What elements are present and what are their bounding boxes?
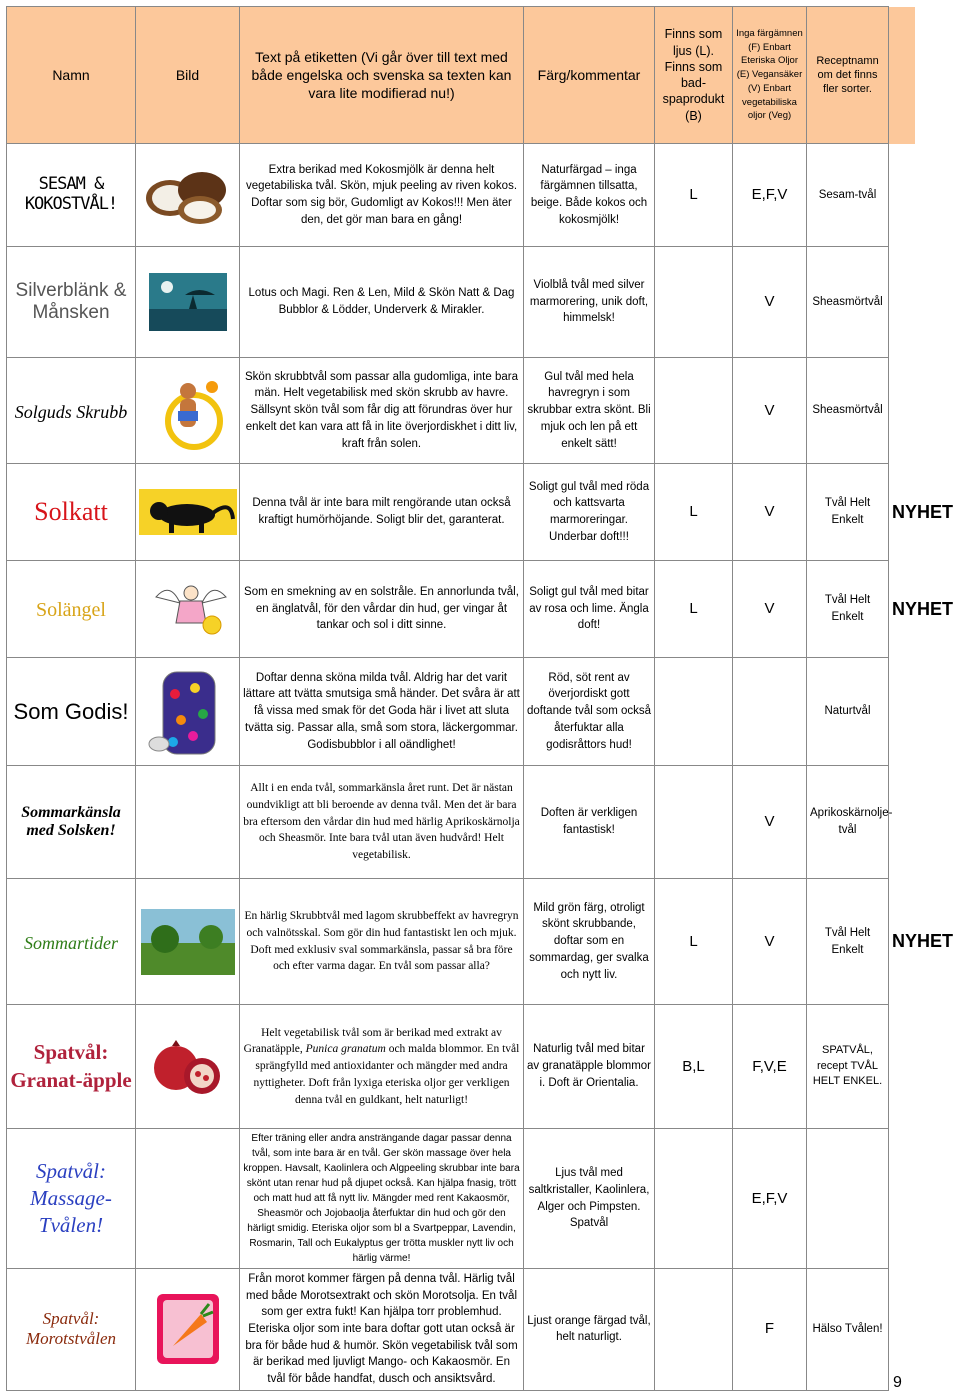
product-text: Allt i en enda tvål, sommarkänsla året runt. Det är nästan oundvikligt att bli beroende av denna tvål. Men det är bara bra eftersom den vårdar din hud med härlig Aprikoskärnolja och Sheasmör. Inte bara tvål utan även hudvård! Helt vegetabilisk. (240, 766, 524, 879)
carrot-image (155, 1292, 221, 1366)
product-extra (889, 247, 915, 358)
product-extra: NYHET (889, 561, 915, 658)
product-color: Gul tvål med hela havregryn i som skrubbar extra skönt. Bli mjuk och len på ett enkelt sätt! (524, 358, 655, 464)
product-recipe: Tvål Helt Enkelt (807, 464, 889, 561)
product-name: Spatvål: Granat-äpple (7, 1005, 136, 1129)
product-extra (889, 1269, 915, 1391)
product-ljus (655, 247, 733, 358)
product-name: Sommartider (7, 879, 136, 1005)
product-extra: NYHET (889, 464, 915, 561)
product-extra (889, 658, 915, 766)
product-ljus (655, 1129, 733, 1269)
product-color: Naturfärgad – inga färgämnen tillsatta, beige. Både kokos och kokosmjölk! (524, 144, 655, 247)
latin-name: Punica granatum (305, 1043, 386, 1056)
product-codes: F (733, 1269, 807, 1391)
product-recipe: Hälso Tvålen! (807, 1269, 889, 1391)
product-image (136, 358, 240, 464)
product-name: Spatvål: Morotstvålen (7, 1269, 136, 1391)
product-name: Som Godis! (7, 658, 136, 766)
product-text: Extra berikad med Kokosmjölk är denna helt vegetabiliska tvål. Skön, mjuk peeling av riven kokos. Doftar som sig bör, Gudomligt av Kokos!!! Men äter den, det gör man bara en gång! (240, 144, 524, 247)
table-row (7, 358, 915, 464)
header-inga: Inga färgämnen (F) Enbart Eteriska Oljor (E) Vegansäker (V) Enbart vegetabiliska oljor (Veg) (733, 7, 807, 144)
header-bild: Bild (136, 7, 240, 144)
product-image (136, 1269, 240, 1391)
table-row (7, 561, 915, 658)
product-color: Röd, söt rent av överjordiskt gott doftande tvål som också återfuktar alla godisråttors hud! (524, 658, 655, 766)
product-color: Ljus tvål med saltkristaller, Kaolinlera, Alger och Pimpsten. Spatvål (524, 1129, 655, 1269)
header-namn: Namn (7, 7, 136, 144)
product-text: En härlig Skrubbtvål med lagom skrubbeffekt av havregryn och valnötsskal. Som gör din hud fantastiskt len och mjuk. Doft med exklusiv sval sommarkänsla, passar så bra före och efter varma dagar. En tvål som passar alla? (240, 879, 524, 1005)
product-codes: F,V,E (733, 1005, 807, 1129)
product-recipe: SPATVÅL, recept TVÅL HELT ENKEL. (807, 1005, 889, 1129)
product-color: Soligt gul tvål med röda och kattsvarta marmoreringar. Underbar doft!!! (524, 464, 655, 561)
table-row (7, 464, 915, 561)
product-text: Som en smekning av en solstråle. En annorlunda tvål, en änglatvål, för den vårdar din hud, ger vingar åt tankar och sol i ditt sinne. (240, 561, 524, 658)
product-ljus: L (655, 561, 733, 658)
moonlight-landscape-image (149, 273, 227, 331)
product-name: SESAM & KOKOSTVÅL! (7, 144, 136, 247)
product-recipe: Naturtvål (807, 658, 889, 766)
product-color: Naturlig tvål med bitar av granatäpple blommor i. Doft är Orientalia. (524, 1005, 655, 1129)
header-text: Text på etiketten (Vi går över till text med både engelska och svenska sa texten kan vara lite modifierad nu!) (240, 7, 524, 144)
product-extra (889, 358, 915, 464)
product-name: Sommarkänsla med Solsken! (7, 766, 136, 879)
product-recipe (807, 1129, 889, 1269)
text-part: Helt vegetabilisk tvål som är berikad med extrakt av Granatäpple, (243, 1026, 502, 1056)
product-name: Solkatt (7, 464, 136, 561)
product-text (240, 1005, 524, 1129)
product-text: Lotus och Magi. Ren & Len, Mild & Skön Natt & Dag Bubblor & Lödder, Underverk & Mirakler. (240, 247, 524, 358)
header-recept: Receptnamn om det finns fler sorter. (807, 7, 889, 144)
product-recipe: Tvål Helt Enkelt (807, 561, 889, 658)
table-row (7, 247, 915, 358)
product-color: Violblå tvål med silver marmorering, unik doft, himmelsk! (524, 247, 655, 358)
soap-catalog-table (6, 6, 954, 1391)
product-image (136, 464, 240, 561)
table-row (7, 1129, 915, 1269)
product-codes: E,F,V (733, 144, 807, 247)
product-codes (733, 658, 807, 766)
product-codes: V (733, 879, 807, 1005)
product-color: Ljust orange färgad tvål, helt naturligt. (524, 1269, 655, 1391)
product-text: Efter träning eller andra ansträngande dagar passar denna tvål, som inte bara är en tvål. Ger skön massage över hela kroppen. Havsalt, Kaolinlera och Algpeeling skrubbar inte bara skönt utan renar hud på djupet också. Kan hjälpa fnasig, trött och matt hud att få nytt liv. Mängder med rent Kakaosmör, Sheasmör och Jojobaolja återfuktar din hud och gör den härligt smidig. Eteriska oljor som bl a Svartpeppar, Lavendin, Rosmarin, Tall och Eukalyptus ger trötta muskler nytt liv och härlig värme! (240, 1129, 524, 1269)
table-row (7, 144, 915, 247)
product-recipe: Tvål Helt Enkelt (807, 879, 889, 1005)
product-ljus: L (655, 464, 733, 561)
coconut-image (140, 160, 236, 230)
product-extra (889, 144, 915, 247)
product-ljus: L (655, 879, 733, 1005)
product-codes: V (733, 561, 807, 658)
product-ljus (655, 1269, 733, 1391)
header-finns: Finns som ljus (L). Finns som bad-spaprodukt (B) (655, 7, 733, 144)
table-row (7, 658, 915, 766)
product-extra (889, 1005, 915, 1129)
product-image (136, 1005, 240, 1129)
header-extra (889, 7, 915, 144)
product-recipe: Aprikoskärnolje-tvål (807, 766, 889, 879)
product-codes: V (733, 766, 807, 879)
product-ljus: L (655, 144, 733, 247)
product-codes: V (733, 358, 807, 464)
table-row (7, 766, 915, 879)
page-number: 9 (893, 1374, 902, 1391)
candy-jar-image (147, 664, 229, 760)
product-name: Solguds Skrubb (7, 358, 136, 464)
product-ljus (655, 658, 733, 766)
product-image (136, 247, 240, 358)
product-codes: V (733, 464, 807, 561)
product-image (136, 658, 240, 766)
product-extra (889, 1129, 915, 1269)
product-text: Skön skrubbtvål som passar alla gudomliga, inte bara män. Helt vegetabilisk med skön skrubb av havre. Sällsynt skön tvål som får dig att förundras över hur enkelt det kan vara att få in lite överjordiskhet i ditt liv, kraft från solen. (240, 358, 524, 464)
product-ljus: B,L (655, 1005, 733, 1129)
product-name: Solängel (7, 561, 136, 658)
product-codes: V (733, 247, 807, 358)
product-name: Silverblänk & Månsken (7, 247, 136, 358)
table-row (7, 879, 915, 1005)
product-image (136, 1129, 240, 1269)
pomegranate-image (148, 1036, 228, 1098)
product-color: Soligt gul tvål med bitar av rosa och lime. Ängla doft! (524, 561, 655, 658)
black-cat-image (139, 489, 237, 535)
table-row (7, 1005, 915, 1129)
table-row (7, 1269, 915, 1391)
product-recipe: Sesam-tvål (807, 144, 889, 247)
header-row (7, 7, 915, 144)
sun-angel-image (146, 577, 230, 641)
product-ljus (655, 358, 733, 464)
product-text: Denna tvål är inte bara milt rengörande utan också kraftigt humörhöjande. Soligt blir det, garanterat. (240, 464, 524, 561)
product-color: Mild grön färg, otroligt skönt skrubbande, doftar som en sommardag, ger svalka och nytt liv. (524, 879, 655, 1005)
product-image (136, 879, 240, 1005)
product-name: Spatvål: Massage-Tvålen! (7, 1129, 136, 1269)
product-ljus (655, 766, 733, 879)
header-farg: Färg/kommentar (524, 7, 655, 144)
product-codes: E,F,V (733, 1129, 807, 1269)
sun-god-image (148, 369, 228, 453)
product-text: Doftar denna sköna milda tvål. Aldrig har det varit lättare att tvätta smutsiga små händer. Det svåra är att få vissa med smak för det Goda här i livet att sluta tvätta sig. Passar alla, små som stora, läckergommar. Godisbubblor i all oändlighet! (240, 658, 524, 766)
product-recipe: Sheasmörtvål (807, 358, 889, 464)
product-image (136, 561, 240, 658)
summer-landscape-image (141, 909, 235, 975)
text-part: och malda blommor. En tvål sprängfylld med antioxidanter och mängder med andra nyttigheter. Doft från lyxiga eteriska oljor ger verkligen denna tvål en guldkant, helt naturligt! (253, 1043, 520, 1106)
product-image (136, 766, 240, 879)
product-color: Doften är verkligen fantastisk! (524, 766, 655, 879)
product-image (136, 144, 240, 247)
product-text: Från morot kommer färgen på denna tvål. Härlig tvål med både Morotsextrakt och skön Morotsolja. En tvål som ger extra fukt! Kan hjälpa torr problemhud. Eteriska oljor som inte bara doftar gott utan också är bra för både hud & humör. Skön vegetabilisk tvål som är berikad med ljuvligt Mango- och Kakaosmör. En tvål för både handfat, dusch och ansiktsvård. (240, 1269, 524, 1391)
product-recipe: Sheasmörtvål (807, 247, 889, 358)
product-extra (889, 766, 915, 879)
product-extra: NYHET (889, 879, 915, 1005)
